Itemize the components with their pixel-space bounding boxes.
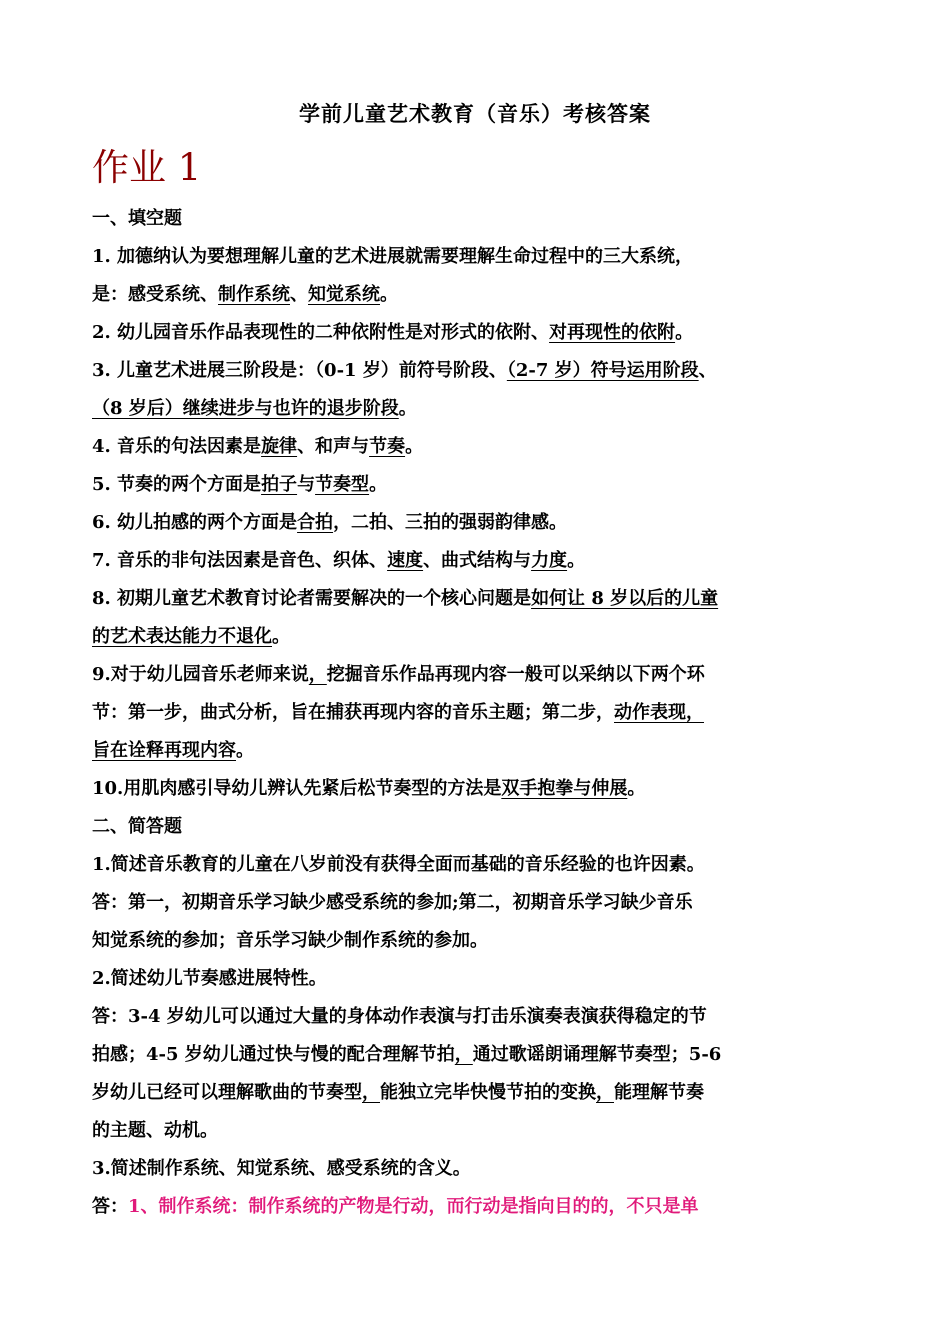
- text-line: [92, 732, 868, 770]
- underlined-answer: 旨在诠释再现内容: [92, 740, 236, 761]
- underlined-answer: 速度: [387, 550, 424, 571]
- text-segment: 答：: [92, 1196, 128, 1217]
- text-segment: 答：第一，初期音乐学习缺少感受系统的参加;第二，初期音乐学习缺少音乐: [92, 892, 693, 913]
- homework-heading: 作业 1: [92, 146, 202, 189]
- text-line: [92, 428, 868, 466]
- text-segment: 。: [380, 284, 398, 305]
- text-segment: 。: [675, 322, 694, 343]
- text-segment: 的主题、动机。: [92, 1120, 218, 1141]
- text-line: [92, 504, 868, 542]
- text-segment: 、: [290, 284, 308, 305]
- document-body: [92, 200, 868, 1226]
- text-line: [92, 314, 868, 352]
- underlined-answer: 对再现性的依附: [549, 322, 676, 343]
- text-segment: 。: [236, 740, 254, 761]
- text-segment: 二、简答题: [92, 816, 182, 837]
- text-segment: 挖掘音乐作品再现内容一般可以采纳以下两个环: [326, 664, 705, 685]
- text-segment: 4. 音乐的句法因素是: [92, 436, 262, 457]
- text-segment: 一、填空题: [92, 208, 182, 229]
- text-segment: 是：: [92, 284, 128, 305]
- text-segment: 能理解节奏: [614, 1082, 704, 1103]
- underlined-answer: 动作表现，: [614, 702, 704, 723]
- text-segment: 感受系统: [128, 284, 200, 305]
- text-segment: 8. 初期儿童艺术教育讨论者需要解决的一个核心问题是: [92, 588, 532, 609]
- text-segment: 6. 幼儿拍感的两个方面是: [92, 512, 298, 533]
- text-segment: 、曲式结构与: [423, 550, 532, 571]
- text-segment: 1.简述音乐教育的儿童在八岁前没有获得全面而基础的音乐经验的也许因素。: [92, 854, 705, 875]
- text-line: [92, 960, 868, 998]
- underlined-answer: ，: [308, 664, 327, 685]
- text-segment: 与: [297, 474, 316, 495]
- text-segment: 、和声与: [297, 436, 370, 457]
- text-segment: 。: [627, 778, 646, 799]
- text-segment: 能独立完毕快慢节拍的变换: [380, 1082, 596, 1103]
- underlined-answer: 节奏型: [315, 474, 370, 495]
- text-line: [92, 542, 868, 580]
- text-line: [92, 276, 868, 314]
- text-line: [92, 1036, 868, 1074]
- text-segment: 3.简述制作系统、知觉系统、感受系统的含义。: [92, 1158, 471, 1179]
- underlined-answer: 旋律: [261, 436, 298, 457]
- text-segment: 1. 加德纳认为要想理解儿童的艺术进展就需要理解生命过程中的三大系统，: [92, 246, 694, 267]
- text-line: [92, 580, 868, 618]
- text-line: [92, 390, 868, 428]
- text-segment: 通过歌谣朗诵理解节奏型；5-6: [472, 1044, 722, 1065]
- underlined-answer: 合拍: [297, 512, 334, 533]
- document-title: 学前儿童艺术教育（音乐）考核答案: [299, 101, 651, 126]
- text-line: [92, 922, 868, 960]
- underlined-answer: 的艺术表达能力不退化: [92, 626, 272, 647]
- underlined-answer: 力度: [531, 550, 568, 571]
- text-segment: 5. 节奏的两个方面是: [92, 474, 262, 495]
- underlined-answer: ，: [454, 1044, 473, 1065]
- text-segment: 节：第一步，曲式分析，旨在捕获再现内容的音乐主题；第二步，: [92, 702, 614, 723]
- underlined-answer: 双手抱拳与伸展: [501, 778, 628, 799]
- text-line: [92, 1074, 868, 1112]
- underlined-answer: 如何让 8 岁以后的儿童: [531, 588, 719, 609]
- text-segment: 10.用肌肉感引导幼儿辨认先紧后松节奏型的方法是: [92, 778, 502, 799]
- underlined-answer: 节奏: [369, 436, 406, 457]
- text-line: [92, 1188, 868, 1226]
- underlined-answer: 制作系统: [218, 284, 290, 305]
- text-segment: 2. 幼儿园音乐作品表现性的二种依附性是对形式的依附、: [92, 322, 550, 343]
- text-line: [92, 238, 868, 276]
- text-line: [92, 1150, 868, 1188]
- text-segment: 、: [698, 360, 717, 381]
- text-line: [92, 352, 868, 390]
- underlined-answer: （8 岁后）继续进步与也许的退步阶段: [92, 398, 399, 419]
- underlined-answer: 拍子: [261, 474, 298, 495]
- text-segment: 1、制作系统：制作系统的产物是行动，而行动是指向目的的，不只是单: [128, 1196, 699, 1217]
- text-segment: 。: [398, 398, 417, 419]
- underlined-answer: （2-7 岁）符号运用阶段: [506, 360, 699, 381]
- text-segment: 9.对于幼儿园音乐老师来说: [92, 664, 309, 685]
- text-segment: ，二拍、三拍的强弱韵律感。: [333, 512, 568, 533]
- text-segment: 知觉系统的参加；音乐学习缺少制作系统的参加。: [92, 930, 488, 951]
- text-segment: 。: [272, 626, 290, 647]
- underlined-answer: ，: [362, 1082, 380, 1103]
- underlined-answer: ，: [596, 1082, 614, 1103]
- text-line: [92, 618, 868, 656]
- text-line: [92, 998, 868, 1036]
- text-line: [92, 466, 868, 504]
- text-segment: 、: [200, 284, 218, 305]
- text-segment: 7. 音乐的非句法因素是音色、织体、: [92, 550, 388, 571]
- text-line: [92, 1112, 868, 1150]
- text-segment: 3. 儿童艺术进展三阶段是：（0-1 岁）前符号阶段、: [92, 360, 507, 381]
- text-segment: 岁幼儿已经可以理解歌曲的节奏型: [92, 1082, 362, 1103]
- underlined-answer: 知觉系统: [308, 284, 380, 305]
- text-line: [92, 694, 868, 732]
- text-line: [92, 884, 868, 922]
- text-segment: 答：3-4 岁幼儿可以通过大量的身体动作表演与打击乐演奏表演获得稳定的节: [92, 1006, 707, 1027]
- text-segment: 2.简述幼儿节奏感进展特性。: [92, 968, 327, 989]
- text-line: [92, 200, 868, 238]
- text-line: [92, 808, 868, 846]
- text-line: [92, 770, 868, 808]
- text-segment: 。: [567, 550, 586, 571]
- text-segment: 拍感；4-5 岁幼儿通过快与慢的配合理解节拍: [92, 1044, 455, 1065]
- text-line: [92, 846, 868, 884]
- text-line: [92, 656, 868, 694]
- text-segment: 。: [369, 474, 388, 495]
- text-segment: 。: [405, 436, 424, 457]
